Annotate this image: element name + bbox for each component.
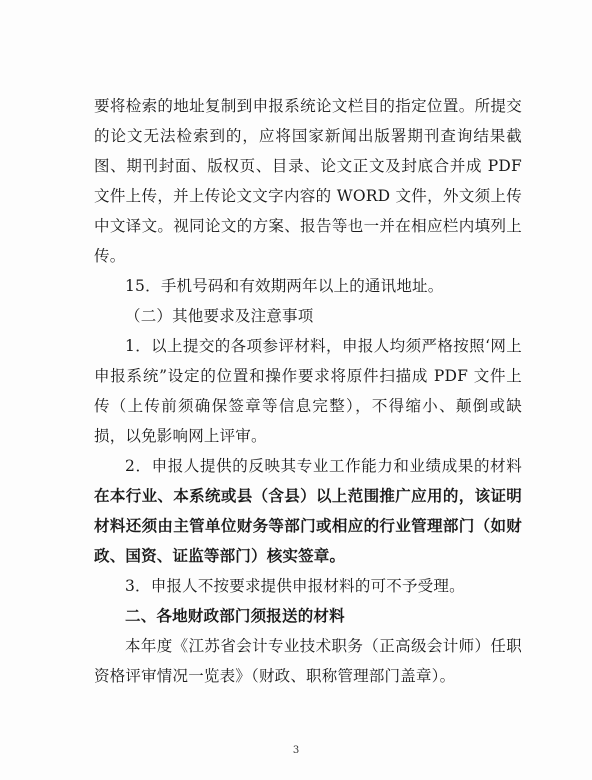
- page-number: 3: [292, 745, 300, 756]
- section-heading-other-requirements: [94, 301, 522, 331]
- paragraph-text: 3．申报人不按要求提供申报材料的可不予受理。: [125, 577, 465, 595]
- paragraph-item-15: [94, 271, 522, 301]
- paragraph-item-2: [94, 451, 522, 571]
- document-body: [94, 91, 522, 691]
- paragraph-text: 15．手机号码和有效期两年以上的通讯地址。: [125, 277, 444, 295]
- heading-text: 二、各地财政部门须报送的材料: [125, 607, 345, 625]
- paragraph-item-3: [94, 571, 522, 601]
- paragraph-text: 要将检索的地址复制到申报系统论文栏目的指定位置。所提交的论文无法检索到的，应将国家新闻出版署期刊查询结果截图、期刊封面、版权页、目录、论文正文及封底合并成 PDF 文件上传，并上传论文文字内容的 WORD 文件，外文须上传中文译文。视同论文的方案、报告等也一并在相应栏内填列上传。: [94, 97, 522, 265]
- paragraph-text: 本年度《江苏省会计专业技术职务（正高级会计师）任职资格评审情况一览表》（财政、职称管理部门盖章）。: [94, 637, 522, 685]
- section-heading-finance-materials: [94, 601, 522, 631]
- paragraph-text: 2．申报人提供的反映其专业工作能力和业绩成果的材料: [125, 457, 522, 475]
- paragraph-item-1: [94, 331, 522, 451]
- paragraph-paper-submission: [94, 91, 522, 271]
- paragraph-bold-text: 在本行业、本系统或县（含县）以上范围推广应用的，该证明材料还须由主管单位财务等部门或相应的行业管理部门（如财政、国资、证监等部门）核实签章。: [94, 486, 522, 565]
- paragraph-annual-table: [94, 631, 522, 691]
- heading-text: （二）其他要求及注意事项: [125, 307, 314, 325]
- paragraph-text: 1．以上提交的各项参评材料，申报人均须严格按照‘网上申报系统”设定的位置和操作要求将原件扫描成 PDF 文件上传（上传前须确保签章等信息完整），不得缩小、颠倒或缺损，以免影响网上评审。: [94, 337, 522, 445]
